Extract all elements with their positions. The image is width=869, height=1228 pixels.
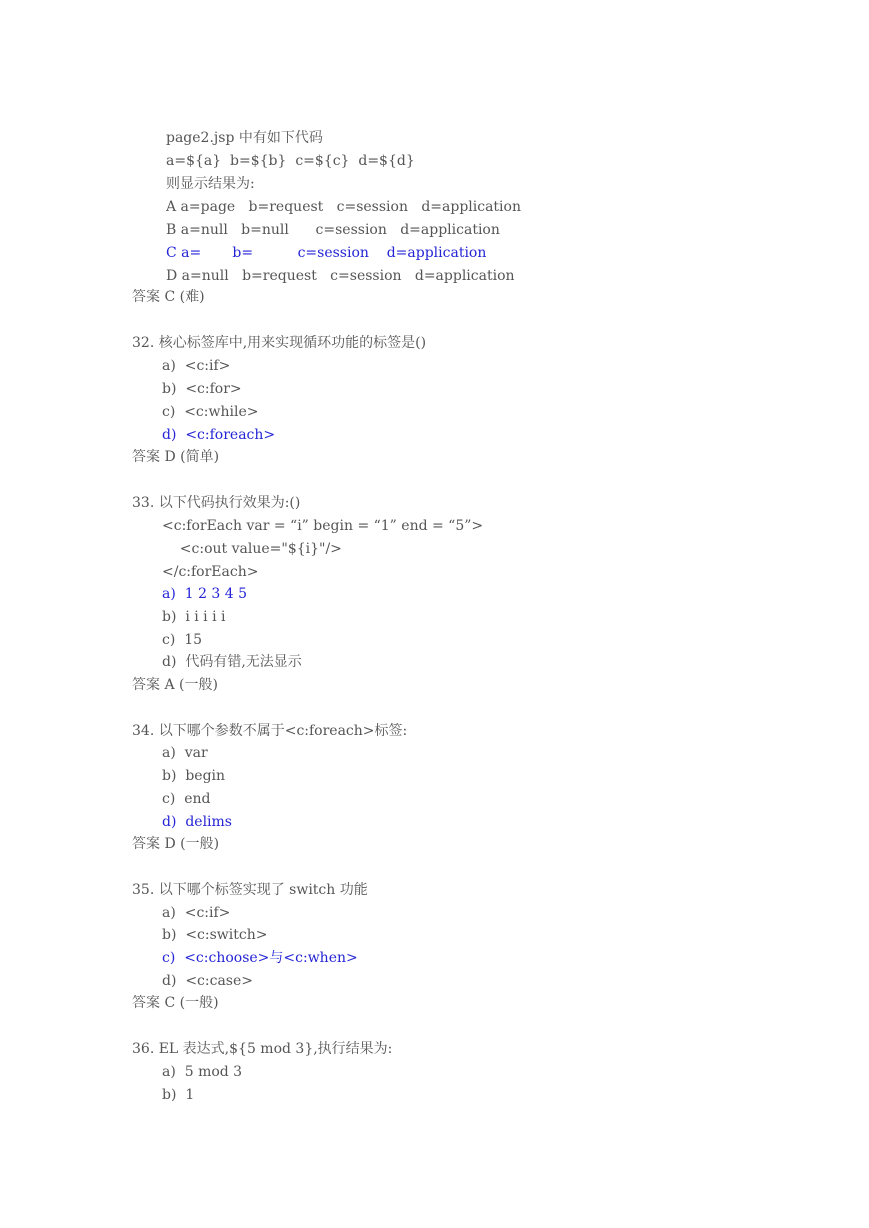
option-a: a) 5 mod 3 — [162, 1064, 243, 1080]
intro-line: a=${a} b=${b} c=${c} d=${d} — [166, 153, 415, 169]
answer-line: 答案 D (一般) — [132, 836, 220, 852]
option-a: a) <c:if> — [162, 358, 231, 374]
code-line: <c:out value="${i}"/> — [162, 541, 342, 557]
option-a: A a=page b=request c=session d=application — [166, 199, 521, 215]
question-35: 35. 以下哪个标签实现了 switch 功能 — [132, 882, 368, 898]
question-34: 34. 以下哪个参数不属于<c:foreach>标签: — [132, 723, 408, 739]
option-d: d) <c:case> — [162, 973, 253, 989]
option-b: b) <c:for> — [162, 381, 242, 397]
option-c: c) end — [162, 791, 211, 807]
question-32: 32. 核心标签库中,用来实现循环功能的标签是() — [132, 335, 427, 351]
intro-line: page2.jsp 中有如下代码 — [166, 130, 323, 146]
answer-line: 答案 C (一般) — [132, 995, 219, 1011]
option-a: a) var — [162, 745, 208, 761]
option-b: b) begin — [162, 768, 226, 784]
option-d: D a=null b=request c=session d=application — [166, 268, 515, 284]
option-a: a) <c:if> — [162, 905, 231, 921]
option-a-correct: a) 1 2 3 4 5 — [162, 586, 248, 602]
option-c: c) <c:while> — [162, 404, 259, 420]
intro-line: 则显示结果为: — [166, 176, 255, 192]
option-c-correct: c) <c:choose>与<c:when> — [162, 950, 358, 966]
answer-line: 答案 D (简单) — [132, 449, 220, 465]
option-c: c) 15 — [162, 632, 203, 648]
question-36: 36. EL 表达式,${5 mod 3},执行结果为: — [132, 1041, 393, 1057]
code-line: <c:forEach var = “i” begin = “1” end = “5”> — [162, 518, 484, 534]
code-line: </c:forEach> — [162, 564, 259, 580]
option-b: B a=null b=null c=session d=application — [166, 222, 500, 238]
option-b: b) i i i i i — [162, 609, 226, 625]
answer-line: 答案 C (难) — [132, 289, 205, 305]
option-c-correct: C a= b= c=session d=application — [166, 245, 487, 261]
answer-line: 答案 A (一般) — [132, 677, 218, 693]
question-33: 33. 以下代码执行效果为:() — [132, 495, 301, 511]
option-d: d) 代码有错,无法显示 — [162, 654, 302, 670]
option-d-correct: d) <c:foreach> — [162, 427, 276, 443]
option-b: b) <c:switch> — [162, 927, 268, 943]
option-d-correct: d) delims — [162, 814, 232, 830]
option-b: b) 1 — [162, 1087, 195, 1103]
